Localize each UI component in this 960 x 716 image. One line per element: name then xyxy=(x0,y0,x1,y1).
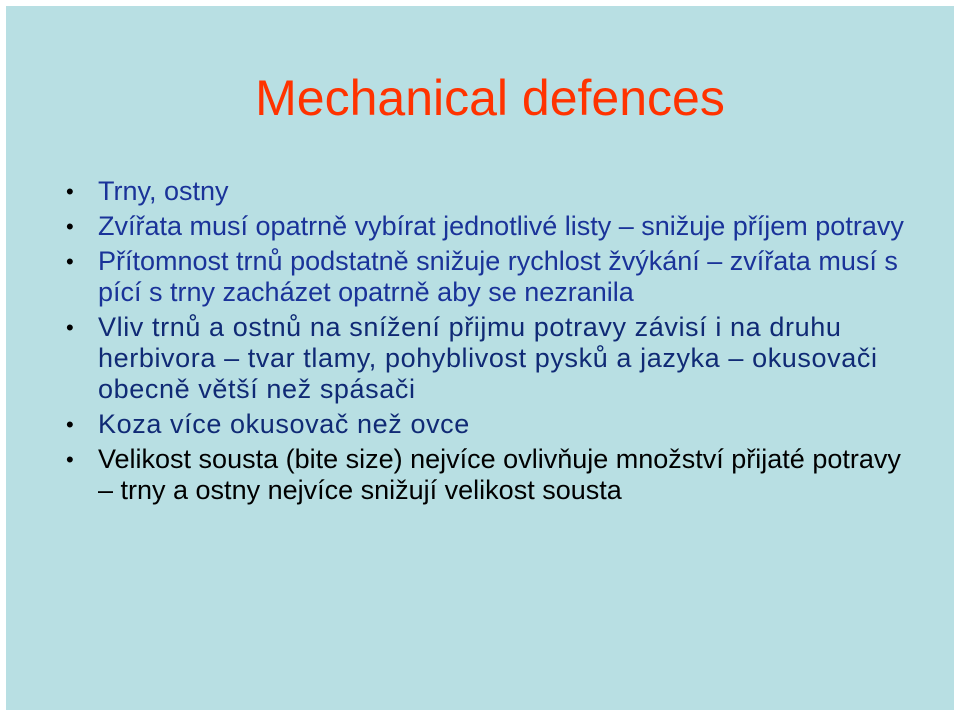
bullet-text: Zvířata musí opatrně vybírat jednotlivé listy – snižuje příjem potravy xyxy=(98,211,904,241)
bullet-marker: • xyxy=(66,179,74,204)
slide xyxy=(6,6,954,710)
bullet-item xyxy=(66,176,906,207)
bullet-marker: • xyxy=(66,315,75,340)
bullet-marker: • xyxy=(66,447,74,472)
bullet-item xyxy=(66,444,906,506)
bullet-text: Velikost sousta (bite size) nejvíce ovlivňuje množství přijaté potravy – trny a ostny nejvíce snižují velikost sousta xyxy=(98,444,901,505)
bullet-text: Přítomnost trnů podstatně snižuje rychlost žvýkání – zvířata musí s pící s trny zacházet opatrně aby se nezranila xyxy=(98,246,898,307)
bullet-marker: • xyxy=(66,412,75,437)
bullet-list xyxy=(66,176,906,510)
bullet-marker: • xyxy=(66,249,74,274)
bullet-item xyxy=(66,312,906,405)
bullet-marker: • xyxy=(66,214,74,239)
bullet-text: Trny, ostny xyxy=(98,176,229,206)
bullet-text: Vliv trnů a ostnů na snížení přijmu potravy závisí i na druhu herbivora – tvar tlamy, pohyblivost pysků a jazyka – okusovači obecně větší než spásači xyxy=(98,312,878,404)
bullet-text: Koza více okusovač než ovce xyxy=(98,409,470,439)
bullet-item xyxy=(66,211,906,242)
bullet-item xyxy=(66,409,906,440)
slide-title: Mechanical defences xyxy=(255,70,725,126)
bullet-item xyxy=(66,246,906,308)
